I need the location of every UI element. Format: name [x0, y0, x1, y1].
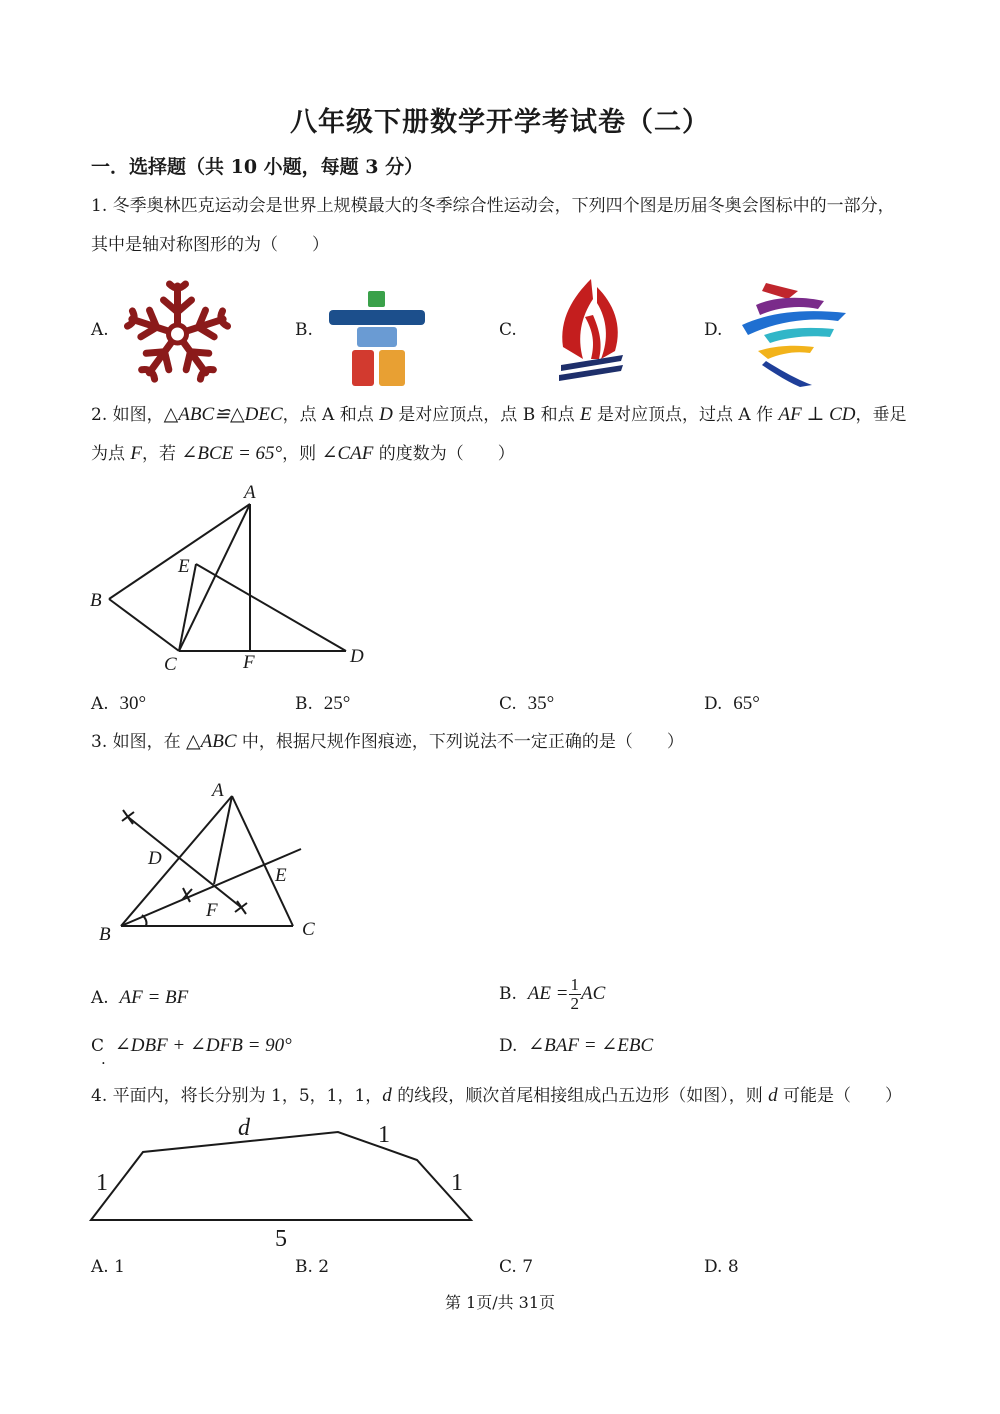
q2-text: ，则 [282, 444, 322, 464]
option-letter: C [91, 1036, 105, 1056]
q2-option-c [499, 693, 554, 715]
q4-option-a: A. 1 [91, 1257, 125, 1277]
flame-emblem-icon [553, 277, 633, 389]
inukshuk-emblem-icon [324, 288, 428, 388]
q2-text: ，点 A 和点 [282, 405, 380, 425]
label-f: F [206, 900, 218, 921]
label-right: 1 [451, 1170, 463, 1196]
q3-figure [90, 774, 340, 949]
q1-stem-line2: 其中是轴对称图形的为（ ） [91, 235, 329, 255]
option-value: 65° [733, 693, 760, 714]
label-bottom: 5 [275, 1226, 287, 1252]
q2-text: 是对应顶点，过点 A 作 [591, 405, 779, 425]
segment-ec [179, 564, 196, 651]
q2-text: ，垂足 [855, 405, 907, 425]
segment-ed [196, 564, 346, 651]
option-value: ∠DBF + ∠DFB = 90° [114, 1035, 292, 1056]
label-top-right: 1 [378, 1122, 390, 1148]
q3-text: 中，根据尺规作图痕迹，下列说法不一定正确的是（ ） [236, 732, 684, 752]
fraction-numerator: 1 [570, 975, 580, 994]
option-letter: D. [499, 1036, 518, 1056]
q1-option-a-label: A. [91, 320, 109, 340]
label-d: d [238, 1115, 250, 1141]
label-b: B [90, 590, 102, 611]
q3-option-d [499, 1034, 653, 1057]
q3-triangle: △ABC [186, 731, 237, 752]
q2-congruence: △ABC≌△DEC [163, 404, 283, 425]
q2-figure [80, 478, 380, 678]
q1-option-d-label: D. [704, 320, 723, 340]
q4-option-b: B. 2 [295, 1257, 330, 1277]
option-value: ∠BAF = ∠EBC [528, 1035, 654, 1056]
q2-point: D [379, 404, 393, 425]
label-d: D [148, 848, 162, 869]
option-value: 35° [527, 693, 555, 714]
option-letter: B. [295, 694, 313, 714]
q4-option-d: D. 8 [704, 1257, 739, 1277]
option-value: AE = [527, 983, 569, 1004]
q2-text: 是对应顶点，点 B 和点 [392, 405, 580, 425]
angle-arc [142, 915, 147, 926]
q2-point: F [130, 443, 143, 464]
option-value: AC [581, 983, 606, 1004]
q2-stem-line2 [91, 442, 515, 466]
q4-option-c: C. 7 [499, 1257, 534, 1277]
q4-stem [91, 1084, 902, 1108]
option-value: AF = BF [119, 987, 189, 1008]
label-c: C [302, 919, 315, 940]
option-letter: D. [704, 694, 723, 714]
construction-mark [122, 810, 134, 824]
label-f: F [243, 652, 255, 673]
q1-stem-line1: 1. 冬季奥林匹克运动会是世界上规模最大的冬季综合性运动会，下列四个图是历届冬奥会图标中的一部分， [91, 196, 895, 216]
q3-text: 3. 如图，在 [91, 732, 187, 752]
option-letter: A. [91, 988, 109, 1008]
label-c: C [164, 654, 177, 675]
q2-text: 为点 [91, 444, 131, 464]
label-a: A [244, 482, 256, 503]
label-left: 1 [96, 1170, 108, 1196]
label-b: B [99, 924, 111, 945]
label-d: D [350, 646, 364, 667]
ribbon-emblem-icon [738, 279, 850, 389]
option-value: 25° [323, 693, 351, 714]
option-value: 30° [119, 693, 147, 714]
q1-option-b-label: B. [295, 320, 313, 340]
option-letter: C. [499, 694, 517, 714]
label-e: E [275, 865, 287, 886]
label-e: E [178, 556, 190, 577]
q2-angle-given: ∠BCE = 65° [181, 443, 283, 464]
fraction [569, 976, 582, 1013]
q4-text: 可能是（ ） [777, 1086, 903, 1106]
q3-option-a [91, 987, 188, 1009]
q2-option-b [295, 693, 350, 715]
q2-option-d [704, 693, 760, 715]
q3-stem [91, 730, 684, 754]
page-title: 八年级下册数学开学考试卷（二） [290, 107, 710, 138]
segment-ab [109, 504, 250, 599]
q2-text: ，若 [142, 444, 182, 464]
snowflake-emblem-icon [120, 278, 235, 390]
q4-pentagon-figure [80, 1112, 490, 1254]
q2-perpendicular: AF ⊥ CD [778, 404, 856, 425]
q2-stem-line1 [91, 403, 907, 427]
q4-variable: d [768, 1085, 778, 1106]
q2-text: 的度数为（ ） [373, 444, 515, 464]
q4-text: 的线段，顺次首尾相接组成凸五边形（如图），则 [391, 1086, 769, 1106]
q3-option-c [91, 1034, 292, 1057]
section-heading: 一．选择题（共 10 小题，每题 3 分） [91, 156, 424, 178]
q2-option-a [91, 693, 146, 715]
q3-option-c-dot: . [101, 1050, 106, 1068]
option-letter: A. [91, 694, 109, 714]
q2-point: E [580, 404, 592, 425]
fraction-denominator: 2 [570, 994, 580, 1013]
segment-bc [109, 599, 179, 651]
q3-option-b [499, 976, 605, 1013]
q2-angle-asked: ∠CAF [321, 443, 374, 464]
q4-text: 4. 平面内，将长分别为 1，5，1，1， [91, 1086, 383, 1106]
option-letter: B. [499, 984, 517, 1004]
q4-variable: d [382, 1085, 392, 1106]
pentagon-shape [91, 1132, 471, 1220]
segment-af [214, 796, 232, 884]
q2-text: 2. 如图， [91, 405, 164, 425]
q1-option-c-label: C. [499, 320, 517, 340]
page-number: 第 1页/共 31页 [444, 1293, 556, 1312]
label-a: A [212, 780, 224, 801]
segment-ac [179, 504, 250, 651]
